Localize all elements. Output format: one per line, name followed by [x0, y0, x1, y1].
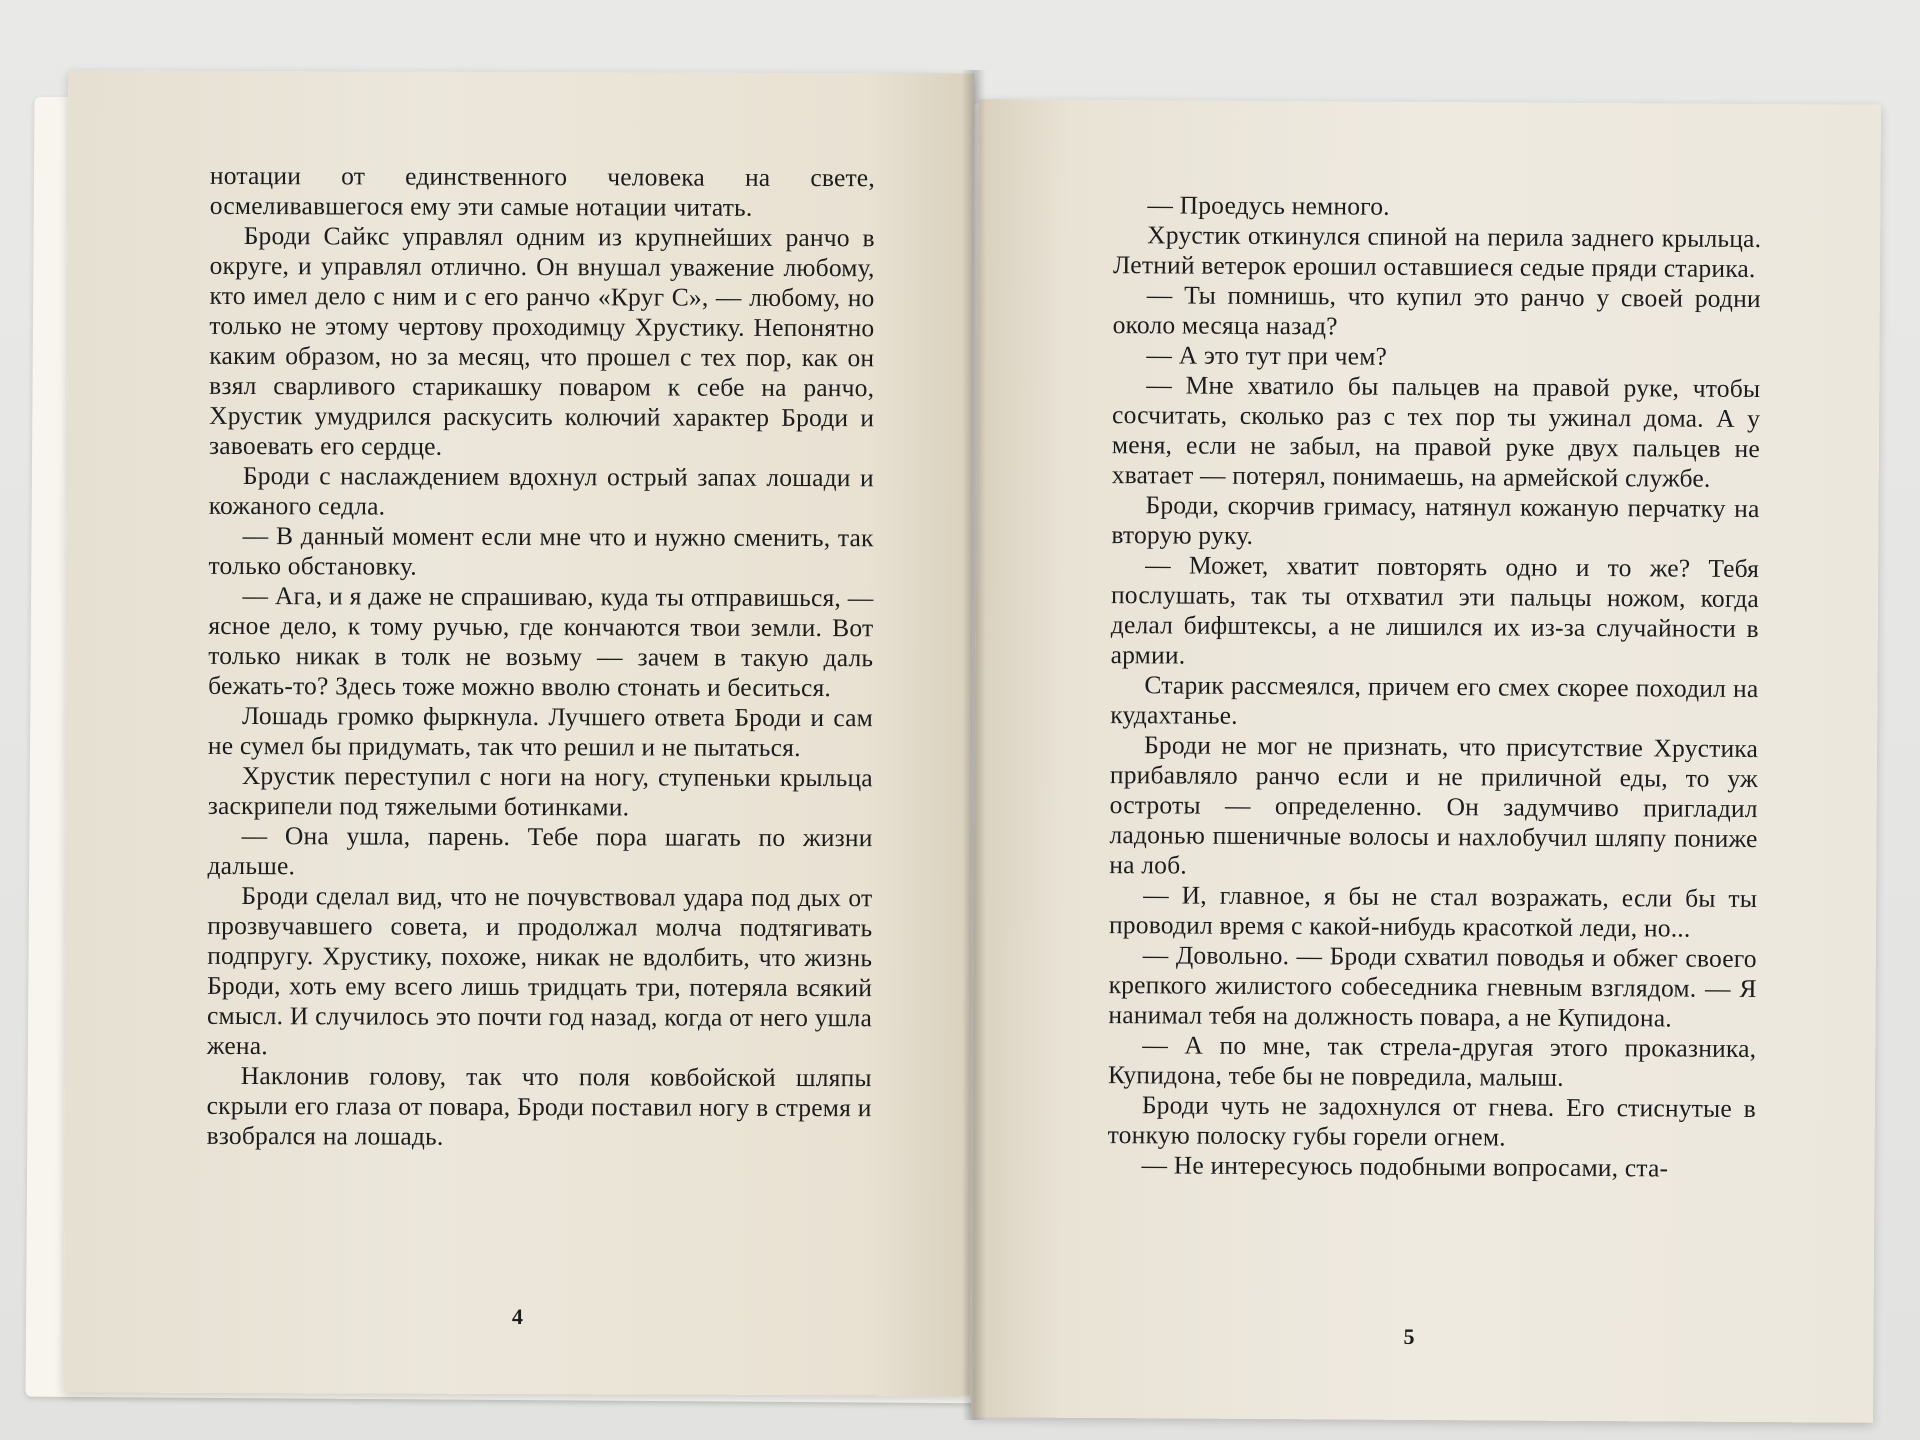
- paragraph: Броди с наслаждением вдохнул острый запах лошади и кожаного седла.: [208, 461, 874, 521]
- paragraph: Хрустик откинулся спиной на перила заднего крыльца. Летний ветерок ерошил оставшиеся седые пряди старика.: [1112, 220, 1762, 284]
- paragraph: Броди чуть не задохнулся от гнева. Его стиснутые в тонкую полоску губы горели огнем.: [1107, 1090, 1756, 1152]
- paragraph: — А это тут при чем?: [1146, 340, 1388, 371]
- right-page: [971, 99, 1881, 1422]
- paragraph: Броди сделал вид, что не почувствовал удара под дых от прозвучавшего совета, и продолжал молча подтягивать подпругу. Хрустику, похоже, никак не вдолбить, что жизнь Броди, хоть ему всего лишь тридцать три, потеряла всякий смысл. И случилось это почти год назад, когда от него ушла жена.: [206, 881, 873, 1061]
- paragraph: — Она ушла, парень. Тебе пора шагать по жизни дальше.: [207, 821, 873, 881]
- paragraph: Броди, скорчив гримасу, натянул кожаную перчатку на вторую руку.: [1111, 490, 1760, 550]
- paragraph: — А по мне, так стрела-другая этого проказника, Купидона, тебе бы не повредила, малыш.: [1107, 1030, 1757, 1092]
- paragraph: — Может, хватит повторять одно и то же? Тебя послушать, так ты отхватил эти пальцы ножом, когда делал бифштексы, а не лишился их из-за случайности в армии.: [1110, 550, 1760, 670]
- paragraph: Лошадь громко фыркнула. Лучшего ответа Броди и сам не сумел бы придумать, так что решил и не пытаться.: [207, 701, 874, 762]
- paragraph: нотации от единственного человека на свете, осмеливавшегося ему эти самые нотации читать.: [209, 160, 875, 222]
- paragraph: Броди Сайкс управлял одним из крупнейших ранчо в округе, и управлял отлично. Он внушал уважение любому, кто имел дело с ним и с его ранчо «Круг С», — любому, но только не этому чертову проходимцу Хрустику. Непонятно каким образом, но за месяц, что прошел с тех пор, как он взял сварливого старикашку поваром к себе на ранчо, Хрустик умудрился раскусить колючий характер Броди и завоевать его сердце.: [208, 221, 875, 461]
- paragraph: — Не интересуюсь подобными вопросами, ста-: [1141, 1150, 1669, 1183]
- paragraph: — Ага, и я даже не спрашиваю, куда ты отправишься, — ясное дело, к тому ручью, где кончаются твои земли. Вот только никак в толк не возьму — зачем в такую даль бежать-то? Здесь тоже можно вволю стонать и беситься.: [208, 581, 874, 703]
- paragraph: — Ты помнишь, что купил это ранчо у своей родни около месяца назад?: [1112, 280, 1761, 341]
- paragraph: — В данный момент если мне что и нужно сменить, так только обстановку.: [208, 521, 874, 581]
- right-page-number: 5: [1403, 1323, 1415, 1349]
- left-page-text: [207, 161, 875, 1153]
- left-page: [64, 70, 975, 1395]
- paragraph: Хрустик переступил с ноги на ногу, ступеньки крыльца заскрипели под тяжелыми ботинками.: [207, 761, 873, 822]
- paragraph: Броди не мог не признать, что присутствие Хрустика прибавляло ранчо если и не приличной еды, то уж остроты — определенно. Он задумчиво пригладил ладонью пшеничные волосы и нахлобучил шляпу пониже на лоб.: [1109, 730, 1759, 880]
- paragraph: — Проедусь немного.: [1147, 190, 1390, 221]
- paragraph: — Мне хватило бы пальцев на правой руке, чтобы сосчитать, сколько раз с тех пор ты ужинал дома. А у меня, если не забыл, на правой руке двух пальцев не хватает — потерял, понимаешь, на армейской службе.: [1111, 370, 1761, 493]
- paragraph: — И, главное, я бы не стал возражать, если бы ты проводил время с какой-нибудь красоткой леди, но...: [1108, 880, 1758, 943]
- paragraph: — Довольно. — Броди схватил поводья и обжег своего крепкого жилистого собеседника гневным взглядом. — Я нанимал тебя на должность повара, а не Купидона.: [1108, 940, 1757, 1033]
- book-spine-gutter: [962, 70, 986, 1420]
- paragraph: Старик рассмеялся, причем его смех скорее походил на кудахтанье.: [1110, 670, 1759, 730]
- right-page-text: [1107, 190, 1761, 1184]
- paragraph: Наклонив голову, так что поля ковбойской шляпы скрыли его глаза от повара, Броди поставил ногу в стремя и взобрался на лошадь.: [206, 1061, 872, 1151]
- left-page-number: 4: [511, 1303, 524, 1330]
